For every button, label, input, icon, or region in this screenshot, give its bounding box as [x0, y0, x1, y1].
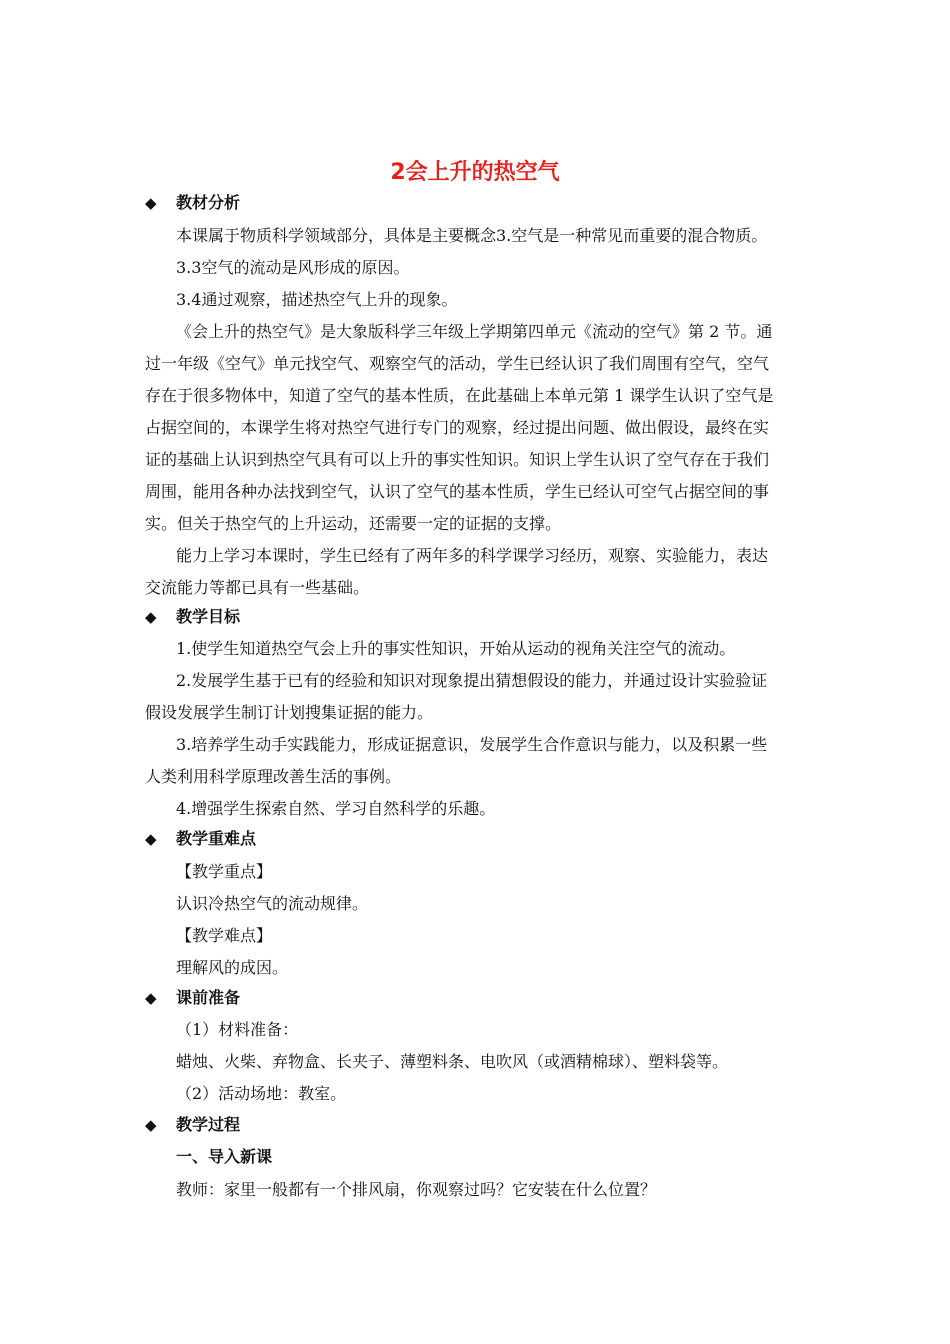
analysis-paragraph-5-line: 交流能力等都已具有一些基础。: [145, 578, 370, 597]
process-subheading-1: 一、导入新课: [176, 1147, 273, 1166]
bullet-diamond-icon: ◆: [145, 194, 157, 212]
section-heading-process: 教学过程: [176, 1115, 241, 1134]
focus-text: 认识冷热空气的流动规律。: [176, 894, 369, 913]
document-title: 2会上升的热空气: [390, 160, 560, 185]
goal-1: 1.使学生知道热空气会上升的事实性知识，开始从运动的视角关注空气的流动。: [176, 639, 736, 658]
bullet-diamond-icon: ◆: [145, 1116, 157, 1134]
analysis-paragraph-5-line: 能力上学习本课时，学生已经有了两年多的科学课学习经历，观察、实验能力，表达: [176, 546, 769, 565]
analysis-paragraph-4-line: 周围，能用各种办法找到空气，认识了空气的基本性质，学生已经认可空气占据空间的事: [145, 482, 770, 501]
analysis-paragraph-1: 本课属于物质科学领域部分，具体是主要概念3.空气是一种常见而重要的混合物质。: [176, 226, 768, 245]
goal-3-line: 人类利用科学原理改善生活的事例。: [145, 767, 402, 786]
section-heading-key-points: 教学重难点: [176, 829, 257, 848]
preparation-item-2: （2）活动场地：教室。: [176, 1084, 347, 1103]
difficulty-text: 理解风的成因。: [176, 958, 289, 977]
process-teacher-line: 教师：家里一般都有一个排风扇，你观察过吗？它安装在什么位置？: [176, 1180, 657, 1199]
difficulty-label: 【教学难点】: [176, 926, 273, 945]
analysis-paragraph-4-line: 证的基础上认识到热空气具有可以上升的事实性知识。知识上学生认识了空气存在于我们: [145, 450, 770, 469]
analysis-paragraph-4-line: 存在于很多物体中，知道了空气的基本性质，在此基础上本单元第 1 课学生认识了空气是: [145, 386, 774, 405]
bullet-diamond-icon: ◆: [145, 608, 157, 626]
goal-4: 4.增强学生探索自然、学习自然科学的乐趣。: [176, 799, 496, 818]
goal-3-line: 3.培养学生动手实践能力，形成证据意识，发展学生合作意识与能力，以及积累一些: [176, 735, 768, 754]
analysis-paragraph-4-line: 占据空间的，本课学生将对热空气进行专门的观察，经过提出问题、做出假设，最终在实: [145, 418, 770, 437]
analysis-paragraph-4-line: 过一年级《空气》单元找空气、观察空气的活动，学生已经认识了我们周围有空气，空气: [145, 354, 770, 373]
preparation-item-1-text: 蜡烛、火柴、弃物盒、长夹子、薄塑料条、电吹风（或酒精棉球）、塑料袋等。: [176, 1052, 729, 1071]
analysis-paragraph-2: 3.3空气的流动是风形成的原因。: [176, 258, 410, 277]
section-heading-goals: 教学目标: [176, 607, 241, 626]
preparation-item-1: （1）材料准备：: [176, 1020, 299, 1039]
goal-2-line: 2.发展学生基于已有的经验和知识对现象提出猜想假设的能力，并通过设计实验验证: [176, 671, 768, 690]
analysis-paragraph-4-line: 实。但关于热空气的上升运动，还需要一定的证据的支撑。: [145, 514, 562, 533]
goal-2-line: 假设发展学生制订计划搜集证据的能力。: [145, 703, 434, 722]
analysis-paragraph-4-line: 《会上升的热空气》是大象版科学三年级上学期第四单元《流动的空气》第 2 节。通: [176, 322, 773, 341]
section-heading-analysis: 教材分析: [176, 193, 241, 212]
bullet-diamond-icon: ◆: [145, 989, 157, 1007]
section-heading-preparation: 课前准备: [176, 988, 241, 1007]
bullet-diamond-icon: ◆: [145, 830, 157, 848]
focus-label: 【教学重点】: [176, 862, 273, 881]
analysis-paragraph-3: 3.4通过观察，描述热空气上升的现象。: [176, 290, 458, 309]
